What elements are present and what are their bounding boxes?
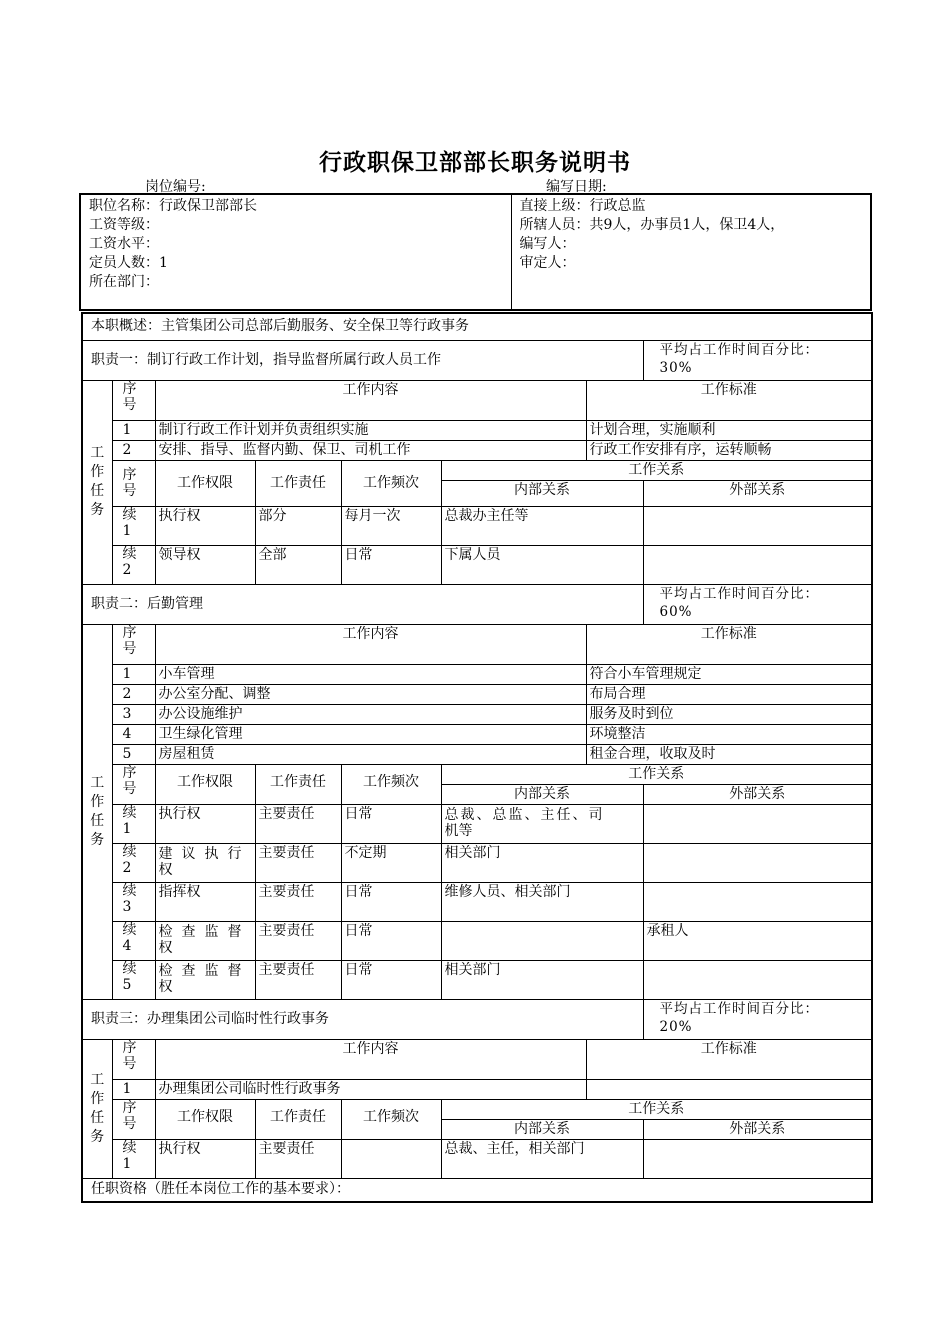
duties-table: [81, 312, 873, 1203]
right-authority: 执行权: [155, 804, 255, 843]
right-authority: 检查监督 权: [155, 960, 255, 999]
right-seq: 续 3: [112, 882, 155, 921]
info-left: [80, 194, 511, 310]
info-headcount: 定员人数：1: [89, 255, 168, 271]
right-frequency: 日常: [341, 921, 441, 960]
info-position-name: 职位名称：行政保卫部部长: [89, 198, 257, 214]
task-content: 小车管理: [155, 664, 586, 684]
right-seq: 续 4: [112, 921, 155, 960]
duty-1-task-label: 工 作 任 务: [82, 380, 112, 584]
responsibility-header: 工作责任: [255, 460, 341, 506]
task-standard: 符合小车管理规定: [586, 664, 872, 684]
right-external: [643, 960, 872, 999]
right-seq: 续 1: [112, 506, 155, 545]
info-salary-grade: 工资等级：: [89, 217, 159, 233]
right-responsibility: 主要责任: [255, 882, 341, 921]
task-standard: 环境整洁: [586, 724, 872, 744]
task-seq: 1: [112, 664, 155, 684]
duty-3-title: 职责三：办理集团公司临时性行政事务: [82, 999, 643, 1039]
task-seq: 4: [112, 724, 155, 744]
post-number-label: 岗位编号:: [145, 179, 206, 195]
internal-header: 内部关系: [441, 1119, 643, 1139]
right-external: [643, 506, 872, 545]
right-external: 承租人: [643, 921, 872, 960]
right-authority: 执行权: [155, 1139, 255, 1178]
right-responsibility: 部分: [255, 506, 341, 545]
authority-header: 工作权限: [155, 460, 255, 506]
right-seq: 续 1: [112, 1139, 155, 1178]
info-salary-level: 工资水平：: [89, 236, 159, 252]
right-seq: 续 5: [112, 960, 155, 999]
right-frequency: 日常: [341, 960, 441, 999]
right-authority: 执行权: [155, 506, 255, 545]
task-standard: 布局合理: [586, 684, 872, 704]
info-right: [511, 194, 871, 310]
duty-1-percentage: 平均占工作时间百分比： 30%: [643, 340, 872, 380]
task-seq: 3: [112, 704, 155, 724]
frequency-header: 工作频次: [341, 1099, 441, 1139]
task-content: 制订行政工作计划并负责组织实施: [155, 420, 586, 440]
info-author: 编写人：: [519, 236, 576, 252]
task-seq: 2: [112, 684, 155, 704]
task-seq: 1: [112, 420, 155, 440]
seq-header: 序 号: [112, 624, 155, 664]
info-department: 所在部门：: [89, 274, 159, 290]
right-internal: 总裁、总监、主任、司 机等: [441, 804, 643, 843]
standard-header: 工作标准: [586, 380, 872, 420]
duty-2-task-label: 工 作 任 务: [82, 624, 112, 999]
content-header: 工作内容: [155, 624, 586, 664]
task-standard: 行政工作安排有序，运转顺畅: [586, 440, 872, 460]
seq-header: 序 号: [112, 764, 155, 804]
right-internal: 总裁办主任等: [441, 506, 643, 545]
external-header: 外部关系: [643, 784, 872, 804]
task-content: 办公设施维护: [155, 704, 586, 724]
duty-2-title: 职责二：后勤管理: [82, 584, 643, 624]
task-content: 办理集团公司临时性行政事务: [155, 1079, 586, 1099]
right-external: [643, 1139, 872, 1178]
right-responsibility: 主要责任: [255, 960, 341, 999]
task-standard: 服务及时到位: [586, 704, 872, 724]
info-supervisor: 直接上级：行政总监: [519, 198, 646, 214]
task-seq: 1: [112, 1079, 155, 1099]
info-subordinates: 所辖人员：共9人，办事员1人，保卫4人，: [519, 217, 785, 233]
right-seq: 续 1: [112, 804, 155, 843]
internal-header: 内部关系: [441, 480, 643, 506]
right-external: [643, 882, 872, 921]
right-internal: 相关部门: [441, 960, 643, 999]
right-frequency: 日常: [341, 804, 441, 843]
right-internal: 下属人员: [441, 545, 643, 584]
relations-header: 工作关系: [441, 460, 872, 480]
task-standard: [586, 1079, 872, 1099]
content-header: 工作内容: [155, 380, 586, 420]
right-frequency: 不定期: [341, 843, 441, 882]
info-table: [79, 193, 872, 311]
external-header: 外部关系: [643, 1119, 872, 1139]
right-external: [643, 843, 872, 882]
document-title: 行政职保卫部部长职务说明书: [319, 150, 631, 176]
right-external: [643, 545, 872, 584]
responsibility-header: 工作责任: [255, 764, 341, 804]
right-authority: 建议执行 权: [155, 843, 255, 882]
right-external: [643, 804, 872, 843]
right-frequency: 日常: [341, 545, 441, 584]
right-internal: 维修人员、相关部门: [441, 882, 643, 921]
right-responsibility: 主要责任: [255, 804, 341, 843]
duty-2-percentage: 平均占工作时间百分比： 60%: [643, 584, 872, 624]
duty-1-title: 职责一：制订行政工作计划，指导监督所属行政人员工作: [82, 340, 643, 380]
standard-header: 工作标准: [586, 624, 872, 664]
seq-header: 序 号: [112, 380, 155, 420]
right-responsibility: 主要责任: [255, 1139, 341, 1178]
right-internal: 相关部门: [441, 843, 643, 882]
task-content: 安排、指导、监督内勤、保卫、司机工作: [155, 440, 586, 460]
right-responsibility: 全部: [255, 545, 341, 584]
task-seq: 2: [112, 440, 155, 460]
qualification-row: 任职资格（胜任本岗位工作的基本要求）：: [82, 1178, 872, 1202]
duty-3-percentage: 平均占工作时间百分比： 20%: [643, 999, 872, 1039]
right-seq: 续 2: [112, 843, 155, 882]
seq-header: 序 号: [112, 1099, 155, 1139]
right-authority: 领导权: [155, 545, 255, 584]
overview-row: 本职概述：主管集团公司总部后勤服务、安全保卫等行政事务: [82, 313, 872, 340]
authority-header: 工作权限: [155, 764, 255, 804]
right-frequency: 日常: [341, 882, 441, 921]
task-content: 办公室分配、调整: [155, 684, 586, 704]
right-responsibility: 主要责任: [255, 843, 341, 882]
frequency-header: 工作频次: [341, 764, 441, 804]
right-internal: [441, 921, 643, 960]
duty-3-task-label: 工 作 任 务: [82, 1039, 112, 1178]
right-frequency: 每月一次: [341, 506, 441, 545]
authority-header: 工作权限: [155, 1099, 255, 1139]
external-header: 外部关系: [643, 480, 872, 506]
right-frequency: [341, 1139, 441, 1178]
responsibility-header: 工作责任: [255, 1099, 341, 1139]
content-header: 工作内容: [155, 1039, 586, 1079]
right-authority: 指挥权: [155, 882, 255, 921]
right-authority: 检查监督 权: [155, 921, 255, 960]
standard-header: 工作标准: [586, 1039, 872, 1079]
task-standard: 计划合理，实施顺利: [586, 420, 872, 440]
relations-header: 工作关系: [441, 1099, 872, 1119]
right-responsibility: 主要责任: [255, 921, 341, 960]
right-internal: 总裁、主任，相关部门: [441, 1139, 643, 1178]
frequency-header: 工作频次: [341, 460, 441, 506]
task-seq: 5: [112, 744, 155, 764]
task-content: 房屋租赁: [155, 744, 586, 764]
seq-header: 序 号: [112, 1039, 155, 1079]
date-label: 编写日期:: [546, 179, 607, 195]
relations-header: 工作关系: [441, 764, 872, 784]
info-approver: 审定人：: [519, 255, 576, 271]
task-content: 卫生绿化管理: [155, 724, 586, 744]
task-standard: 租金合理，收取及时: [586, 744, 872, 764]
seq-header: 序 号: [112, 460, 155, 506]
right-seq: 续 2: [112, 545, 155, 584]
internal-header: 内部关系: [441, 784, 643, 804]
